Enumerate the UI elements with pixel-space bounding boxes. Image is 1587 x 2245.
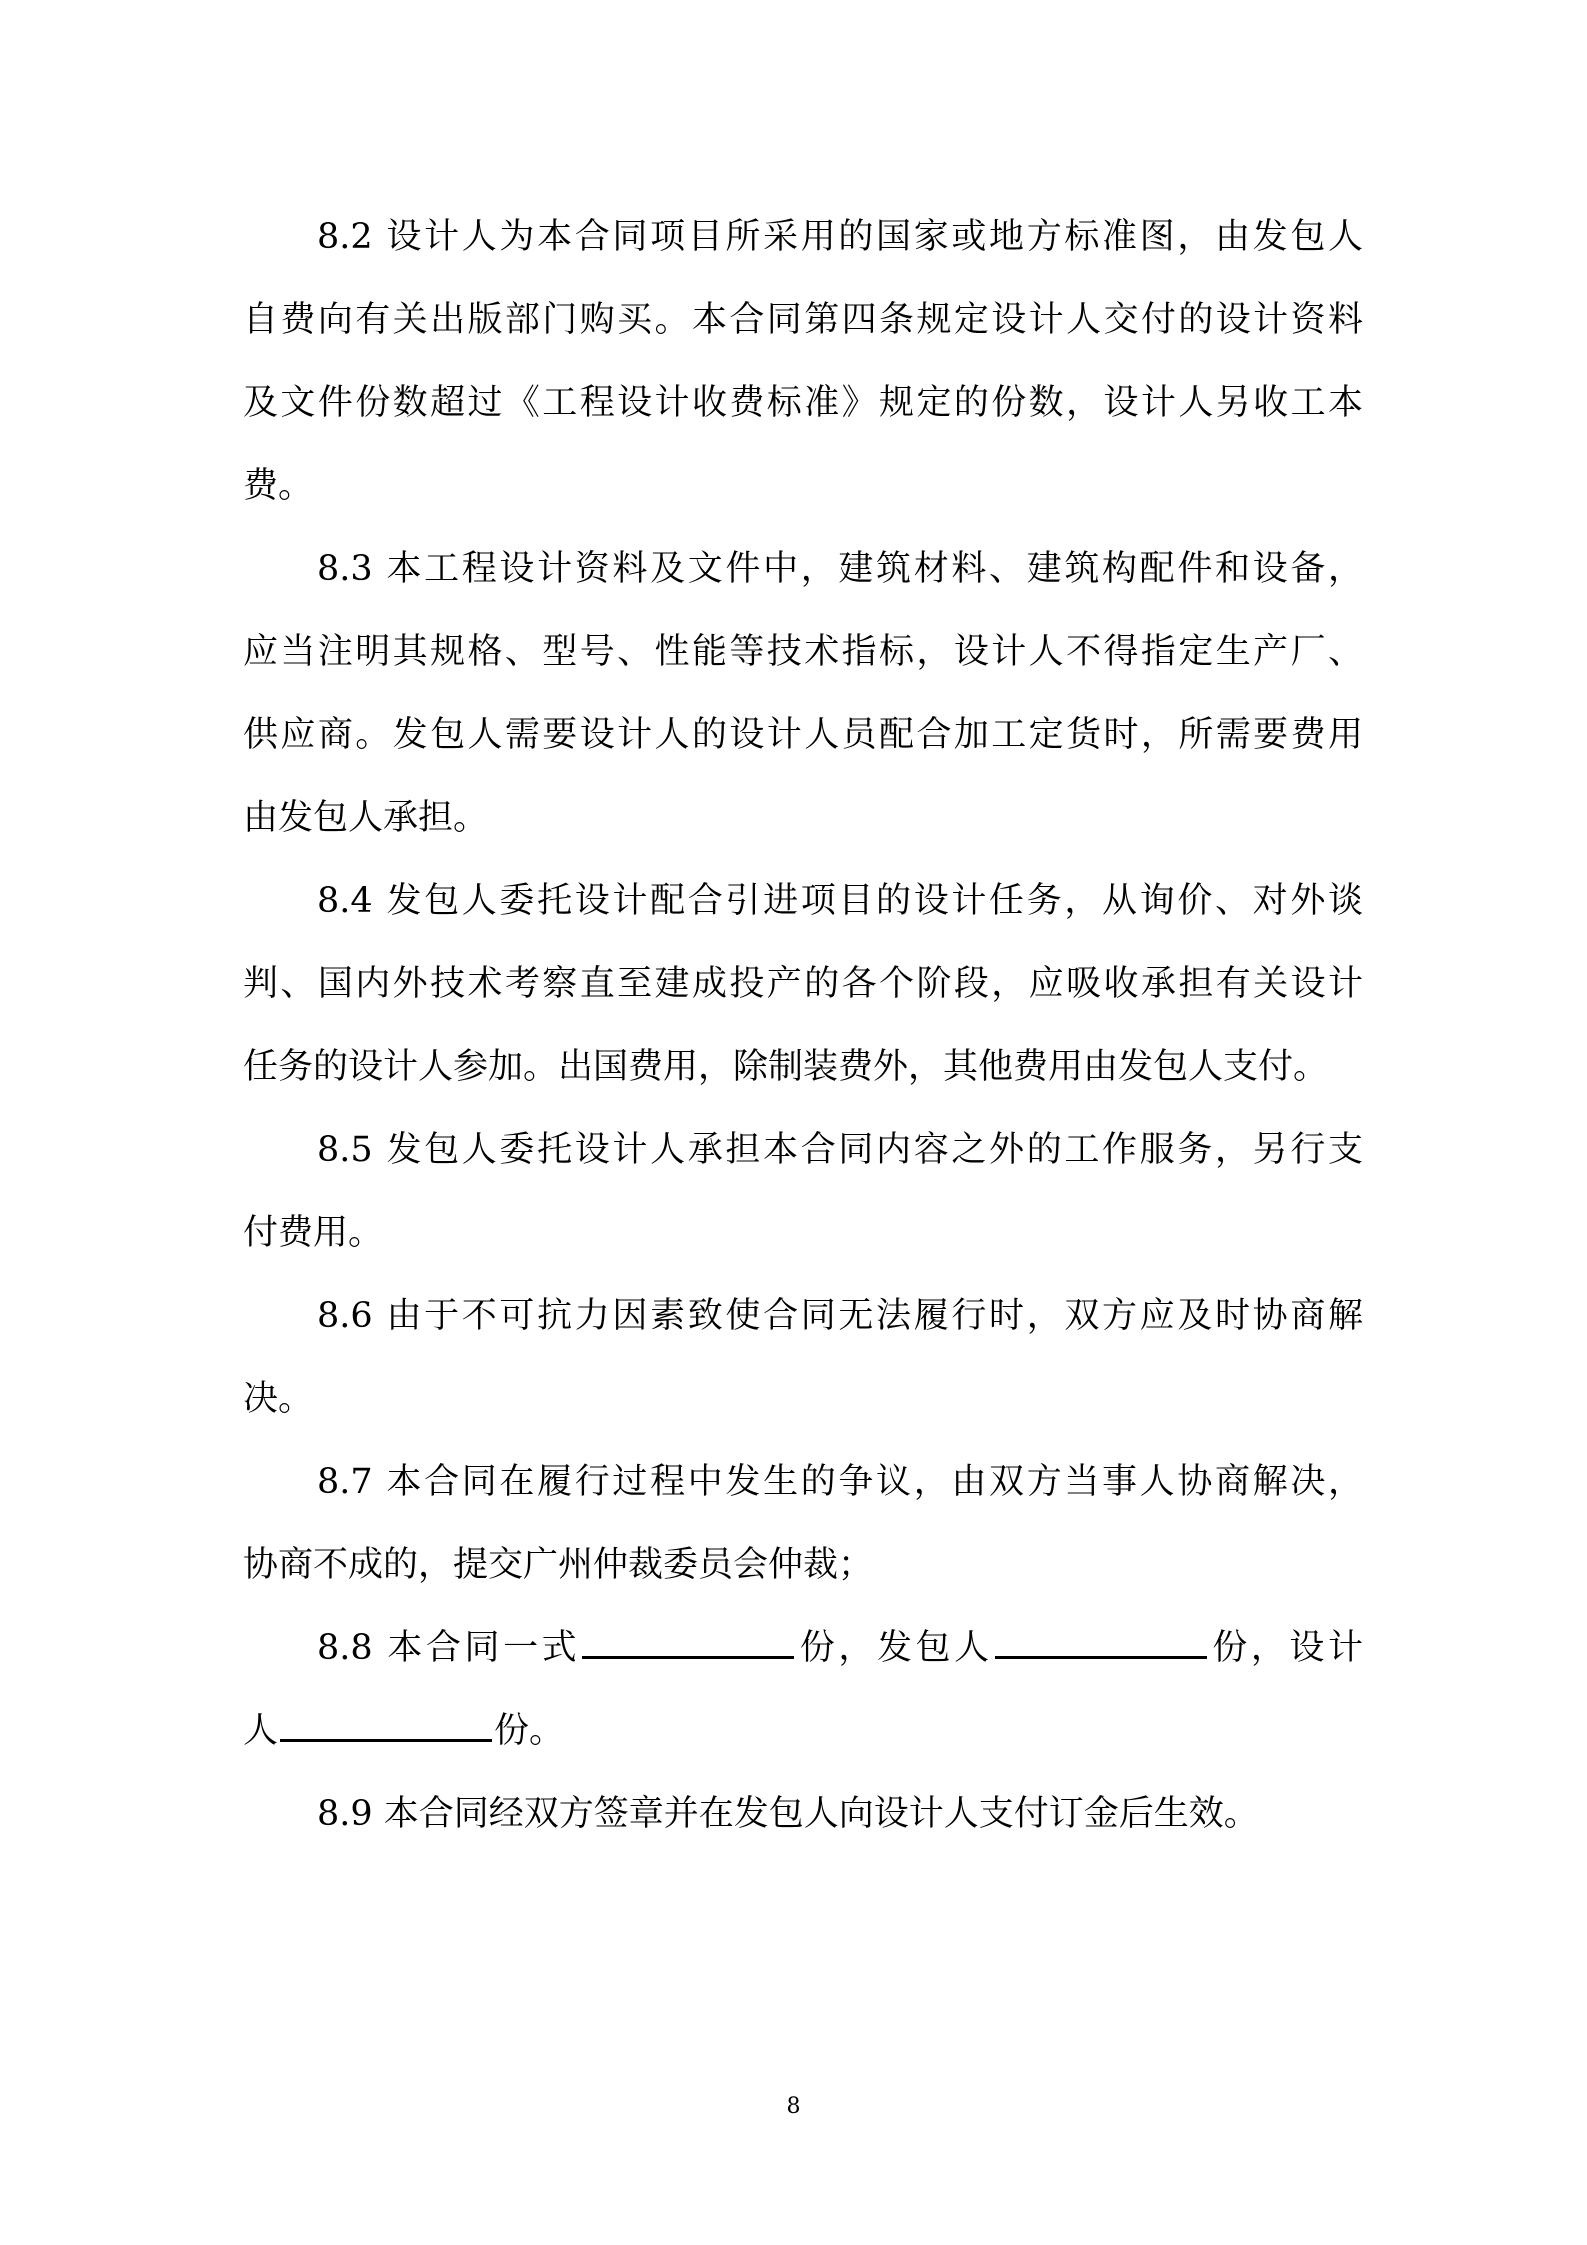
clause-line: 应当注明其规格、型号、性能等技术指标，设计人不得指定生产厂、 [243, 632, 1363, 672]
clause-line [243, 1607, 1363, 1690]
clause-8-5 [243, 1109, 1363, 1275]
clause-8-9 [243, 1773, 1363, 1856]
clause-line: 8.6 由于不可抗力因素致使合同无法履行时，双方应及时协商解 [317, 1296, 1363, 1336]
clause-line: 判、国内外技术考察直至建成投产的各个阶段，应吸收承担有关设计 [243, 964, 1363, 1004]
clause-line [243, 1690, 1363, 1773]
clause-8-7 [243, 1441, 1363, 1607]
clause-text: 份，发包人 [796, 1628, 993, 1668]
clause-line: 供应商。发包人需要设计人的设计人员配合加工定货时，所需要费用 [243, 715, 1363, 755]
clause-text: 人 [243, 1711, 279, 1751]
clause-line: 决。 [243, 1379, 314, 1419]
contract-body [243, 196, 1363, 1856]
clause-8-4 [243, 860, 1363, 1109]
clause-line: 8.5 发包人委托设计人承担本合同内容之外的工作服务，另行支 [317, 1130, 1363, 1170]
clause-line: 8.9 本合同经双方签章并在发包人向设计人支付订金后生效。 [317, 1794, 1259, 1834]
clause-line: 任务的设计人参加。出国费用，除制装费外，其他费用由发包人支付。 [243, 1047, 1329, 1087]
clause-8-3 [243, 528, 1363, 860]
clause-text: 8.8 本合同一式 [317, 1628, 581, 1668]
clause-8-6 [243, 1275, 1363, 1441]
clause-8-2 [243, 196, 1363, 528]
clause-text: 份，设计 [1208, 1628, 1363, 1668]
clause-line: 自费向有关出版部门购买。本合同第四条规定设计人交付的设计资料 [243, 300, 1363, 340]
clause-8-8 [243, 1607, 1363, 1773]
clause-line: 8.4 发包人委托设计配合引进项目的设计任务，从询价、对外谈 [317, 881, 1363, 921]
clause-line: 8.7 本合同在履行过程中发生的争议，由双方当事人协商解决， [317, 1462, 1363, 1502]
clause-line: 付费用。 [243, 1213, 384, 1253]
page-number: 8 [786, 2094, 801, 2119]
clause-line: 费。 [243, 466, 314, 506]
clause-text: 份。 [494, 1711, 565, 1751]
clause-line: 协商不成的，提交广州仲裁委员会仲裁； [243, 1545, 874, 1585]
copies-total-blank [582, 1656, 794, 1659]
clause-line: 8.2 设计人为本合同项目所采用的国家或地方标准图，由发包人 [317, 217, 1363, 257]
copies-designer-blank [280, 1739, 492, 1742]
clause-line: 由发包人承担。 [243, 798, 489, 838]
clause-line: 及文件份数超过《工程设计收费标准》规定的份数，设计人另收工本 [243, 383, 1363, 423]
clause-line: 8.3 本工程设计资料及文件中，建筑材料、建筑构配件和设备， [317, 549, 1363, 589]
copies-employer-blank [995, 1656, 1207, 1659]
